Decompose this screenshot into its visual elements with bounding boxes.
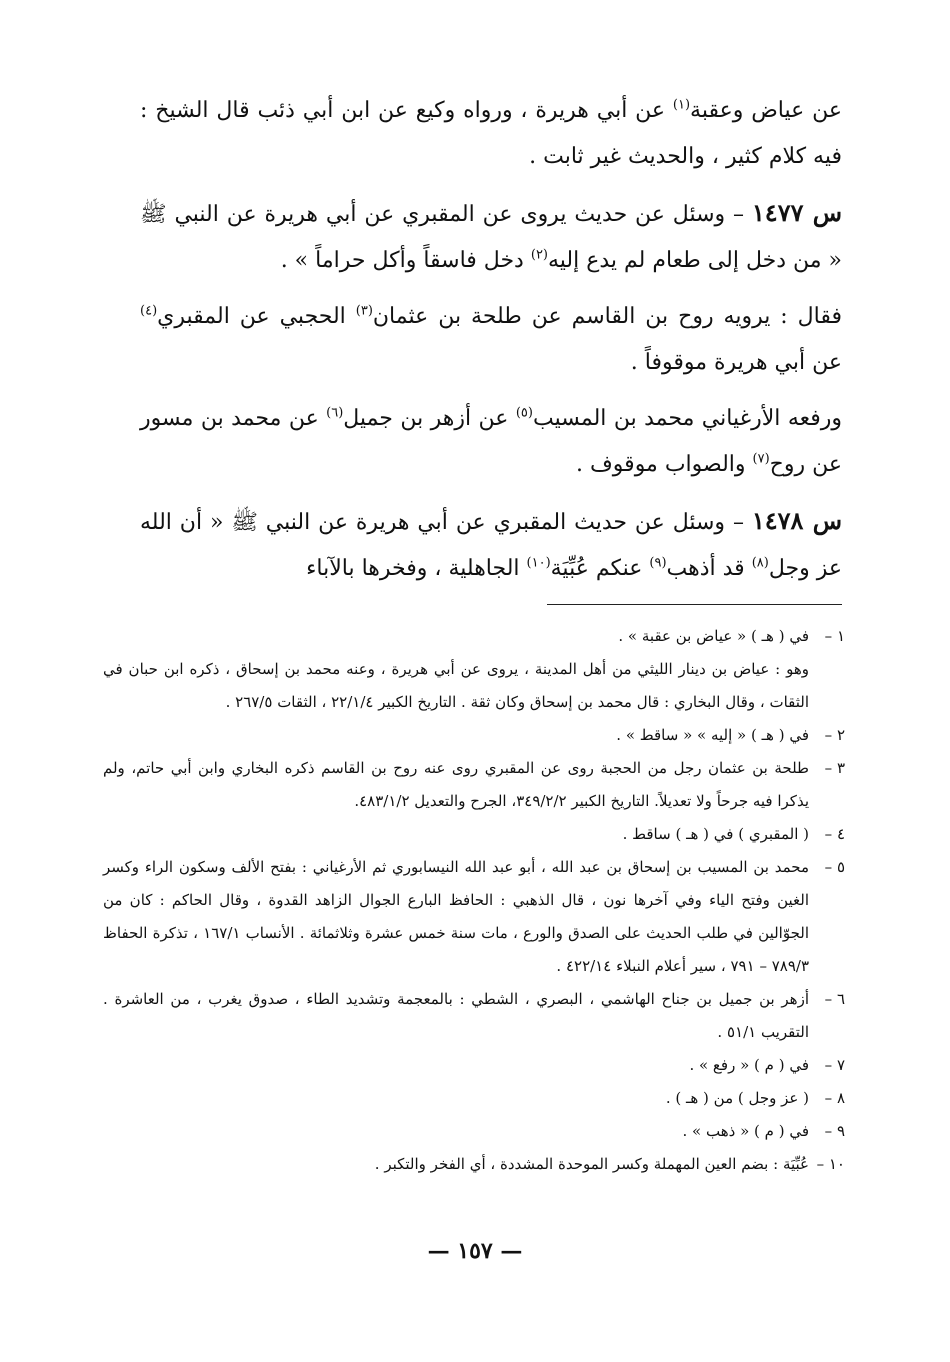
text-segment: الجاهلية ، وفخرها بالآباء	[306, 556, 527, 581]
footnote-6	[103, 983, 845, 1049]
question-number: س ١٤٧٨	[751, 506, 842, 535]
footnote-number: ٥ –	[824, 858, 845, 876]
footnote-2	[103, 719, 845, 752]
question-1478	[140, 498, 842, 592]
paragraph-continuation	[140, 88, 842, 180]
footnote-1	[103, 620, 845, 653]
footnote-number	[809, 653, 845, 719]
text-segment: الحجبي عن المقبري	[157, 304, 356, 329]
footnote-ref-3[interactable]: (٣)	[355, 303, 373, 319]
footnote-10	[103, 1148, 845, 1181]
footnote-number: ٧ –	[824, 1056, 845, 1074]
footnote-ref-8[interactable]: (٨)	[751, 555, 769, 571]
text-segment: فقال : يرويه روح بن القاسم عن طلحة بن عثمان	[372, 304, 842, 329]
footnote-text: أزهر بن جميل بن جناح الهاشمي ، البصري ، الشطي : بالمعجمة وتشديد الطاء ، صدوق يغرب ، من العاشرة . التقريب ٥١/١ .	[103, 990, 809, 1041]
footnote-ref-7[interactable]: (٧)	[752, 451, 770, 467]
text-segment: عن محمد بن مسور عن روح	[140, 406, 842, 477]
text-segment: عنكم عُبِّيَة	[550, 556, 650, 581]
footnote-text: ( المقبري ) في ( هـ ) ساقط .	[622, 825, 809, 843]
footnote-ref-6[interactable]: (٦)	[326, 405, 344, 421]
footnote-separator	[547, 604, 842, 605]
text-segment: والصواب موقوف .	[576, 452, 753, 477]
footnote-number: ٨ –	[824, 1089, 845, 1107]
footnote-ref-5[interactable]: (٥)	[515, 405, 533, 421]
footnote-number: ٩ –	[824, 1122, 845, 1140]
footnote-number: ٢ –	[824, 726, 845, 744]
text-segment: ورفعه الأرغياني محمد بن المسيب	[532, 406, 842, 431]
answer-1477	[140, 294, 842, 386]
text-segment: دخل فاسقاً وأكل حراماً » .	[280, 248, 531, 273]
footnote-text: طلحة بن عثمان رجل من الحجبة روى عن المقبري روى عنه روح بن القاسم ذكره البخاري وابن أبي حاتم، ولم يذكرا فيه جرحاً ولا تعديلاً. التاريخ الكبير ٣٤٩/٢/٢، الجرح والتعديل ٤٨٣/١/٢.	[103, 759, 809, 810]
footnote-number: ٤ –	[824, 825, 845, 843]
text-segment: قد أذهب	[666, 556, 752, 581]
text-segment: – وسئل عن حديث المقبري عن أبي هريرة عن النبي ﷺ « أن الله عز وجل	[140, 510, 842, 581]
question-1477	[140, 190, 842, 284]
footnote-number: ٦ –	[824, 990, 845, 1008]
footnote-ref-2[interactable]: (٢)	[530, 247, 548, 263]
footnote-text: في ( هـ ) « إليه » « ساقط » .	[616, 726, 809, 744]
footnote-text: ( عز وجل ) من ( هـ ) .	[665, 1089, 809, 1107]
footnote-7	[103, 1049, 845, 1082]
footnote-text: عُبِّيَة : بضم العين المهملة وكسر الموحدة المشددة ، أي الفخر والتكبر .	[374, 1155, 809, 1173]
footnote-text: في ( م ) « رفع » .	[689, 1056, 809, 1074]
footnote-ref-1[interactable]: (١)	[672, 97, 691, 113]
footnote-text: وهو : عياض بن دينار الليثي من أهل المدينة ، يروى عن أبي هريرة ، وعنه محمد بن إسحاق ، ذكره ابن حبان في الثقات ، وقال البخاري : قال محمد بن إسحاق وكان ثقة . التاريخ الكبير ٢٢/١/٤ ، الثقات ٢٦٧/٥ .	[103, 660, 809, 711]
text-segment: – وسئل عن حديث يروى عن المقبري عن أبي هريرة عن النبي ﷺ « من دخل إلى طعام لم يدع إليه	[140, 202, 842, 273]
text-segment: عن عياض وعقبة	[690, 98, 842, 123]
footnote-3	[103, 752, 845, 818]
footnote-text: في ( م ) « ذهب » .	[682, 1122, 809, 1140]
footnote-ref-9[interactable]: (٩)	[649, 555, 667, 571]
footnote-1-cont	[103, 653, 845, 719]
text-segment: عن أبي هريرة موقوفاً .	[630, 350, 842, 375]
footnote-text: محمد بن المسيب بن إسحاق بن عبد الله ، أبو عبد الله النيسابوري ثم الأرغياني : بفتح الألف وسكون الراء وكسر الغين وفتح الياء وفي آخرها نون ، قال الذهبي : الحافظ البارع الجوال الزاهد القدوة ، وقال الحاكم : كان من الجوّالين في طلب الحديث على الصدق والورع ، مات سنة خمس عشرة وثلاثمائة . الأنساب ١٦٧/١ ، تذكرة الحفاظ ٧٨٩/٣ – ٧٩١ ، سير أعلام النبلاء ٤٢٢/١٤ .	[103, 858, 810, 975]
footnote-9	[103, 1115, 845, 1148]
footnote-number: ١٠ –	[816, 1155, 845, 1173]
footnote-ref-4[interactable]: (٤)	[140, 303, 158, 319]
footnote-5	[103, 851, 845, 983]
footnote-number: ١ –	[824, 627, 845, 645]
page-number: — ١٥٧ —	[427, 1238, 523, 1264]
footnotes	[103, 620, 845, 1181]
footnote-text: في ( هـ ) « عياض بن عقبة » .	[618, 627, 809, 645]
main-text	[140, 88, 842, 602]
answer-1477-cont	[140, 396, 842, 488]
text-segment: عن أبي هريرة ، ورواه وكيع عن ابن أبي ذئب قال الشيخ : فيه كلام كثير ، والحديث غير ثابت .	[140, 98, 842, 169]
footnote-ref-10[interactable]: (١٠)	[526, 555, 551, 571]
text-segment: عن أزهر بن جميل	[343, 406, 516, 431]
footnote-4	[103, 818, 845, 851]
footnote-8	[103, 1082, 845, 1115]
question-number: س ١٤٧٧	[751, 198, 842, 227]
footnote-number: ٣ –	[824, 759, 845, 777]
